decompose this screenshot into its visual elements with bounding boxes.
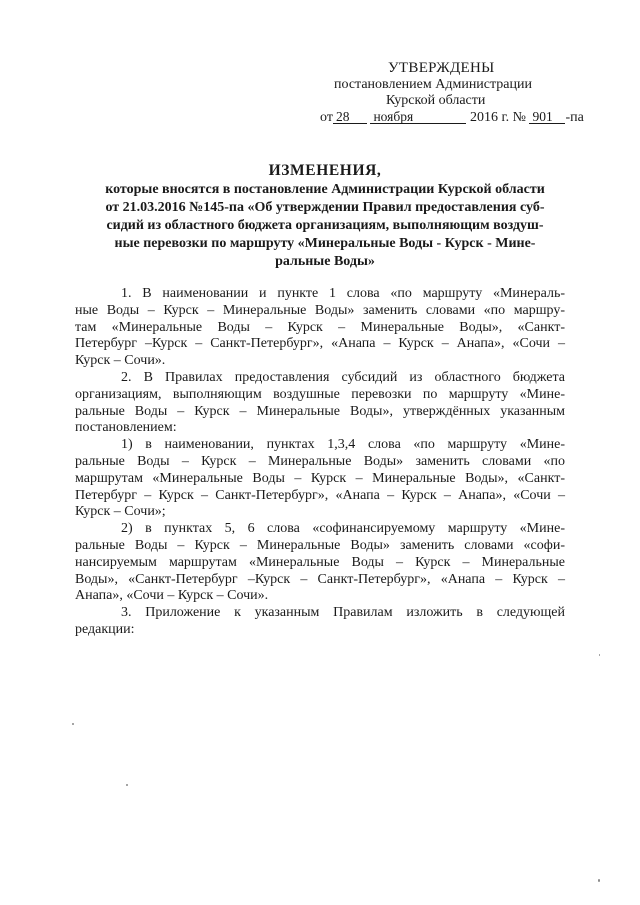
approval-stamp [310,60,610,126]
scan-speck [598,879,600,882]
approval-region: Курской области [386,93,486,108]
paragraph-1-line: Петербург –Курск – Санкт-Петербург», «Анапа – Курск – Анапа», «Сочи – [75,336,565,352]
scan-speck [126,784,128,786]
approval-month: ноября [370,110,466,124]
paragraph-1-line: ные Воды – Курск – Минеральные Воды» заменить словами «по маршру- [75,302,565,318]
subitem-1-line: Курск – Сочи»; [75,504,166,520]
title-line: ные перевозки по маршруту «Минеральные Воды - Курск - Мине- [114,236,536,251]
approval-heading: УТВЕРЖДЕНЫ [388,60,495,76]
paragraph-3-line: редакции: [75,621,135,637]
paragraph-1-line: там «Минеральные Воды – Курск – Минеральные Воды», «Санкт- [75,319,565,335]
subitem-1-line: 1) в наименовании, пунктах 1,3,4 слова «по маршруту «Мине- [121,437,565,453]
title-line: которые вносятся в постановление Администрации Курской области [105,182,545,197]
document-title [70,162,580,271]
subitem-1-line: ральные Воды – Курск – Минеральные Воды» заменить словами «по [75,453,565,469]
subitem-1-line: Петербург – Курск – Санкт-Петербург», «Анапа – Курск – Анапа», «Сочи – [75,487,565,503]
subitem-2-line: Воды», «Санкт-Петербург –Курск – Санкт-Петербург», «Анапа – Курск – [75,571,565,587]
paragraph-3-line: 3. Приложение к указанным Правилам изложить в следующей [121,605,565,621]
approval-day: 28 [333,110,367,124]
title-line: от 21.03.2016 №145-па «Об утверждении Правил предоставления суб- [105,200,545,215]
title-line: ральные Воды» [275,254,375,269]
subitem-2-line: Анапа», «Сочи – Курск – Сочи». [75,588,269,604]
approval-issuer: постановлением Администрации [334,76,532,92]
paragraph-2-line: организациям, выполняющим воздушные перевозки по маршруту «Мине- [75,386,565,402]
paragraph-1-line: 1. В наименовании и пункте 1 слова «по маршруту «Минераль- [121,286,565,301]
approval-suffix: -па [565,109,584,125]
approval-year: 2016 г. № [469,109,526,125]
subitem-2-line: нансируемым маршрутам «Минеральные Воды – Курск – Минеральные [75,554,565,570]
subitem-2-line: 2) в пунктах 5, 6 слова «софинансируемому маршруту «Мине- [121,521,565,537]
approval-from: от [320,109,333,125]
approval-number: 901 [529,110,565,124]
subitem-2-line: ральные Воды – Курск – Минеральные Воды» заменить словами «софи- [75,537,565,553]
scan-speck [72,723,74,725]
document-body [75,286,565,639]
scan-speck [599,654,600,656]
title-line: сидий из областного бюджета организациям, выполняющим воздуш- [106,218,544,233]
subitem-1-line: маршрутам «Минеральные Воды – Курск – Минеральные Воды», «Санкт- [75,470,565,486]
title-main: ИЗМЕНЕНИЯ, [268,162,382,179]
paragraph-1-line: Курск – Сочи». [75,353,166,369]
paragraph-2-line: постановлением: [75,420,177,436]
paragraph-2-line: ральные Воды – Курск – Минеральные Воды», утверждённых указанным [75,403,565,419]
approval-date-line [310,110,610,127]
paragraph-2-line: 2. В Правилах предоставления субсидий из областного бюджета [121,369,565,385]
